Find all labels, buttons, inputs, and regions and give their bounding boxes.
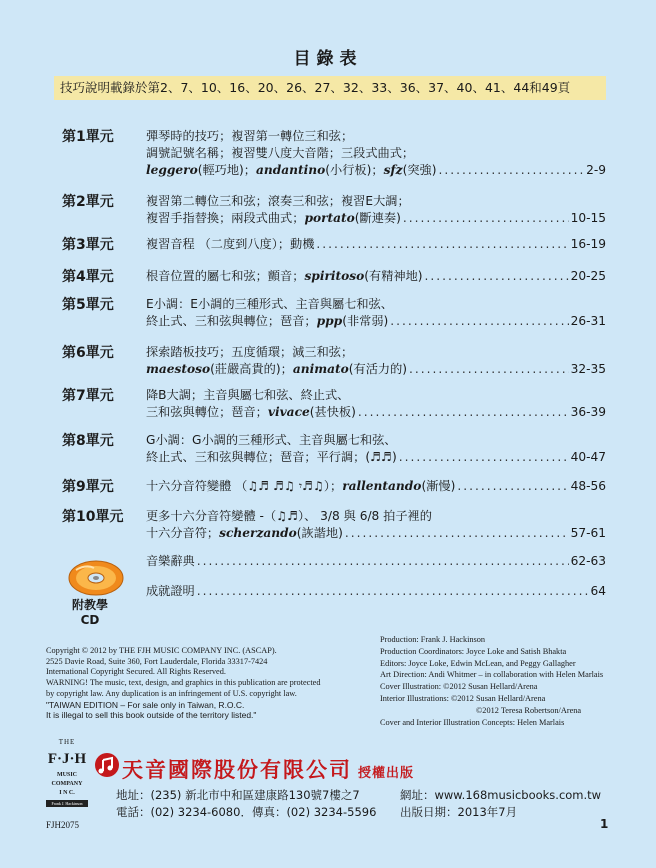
toc-text: 降B大調；主音與屬七和弦、終止式、 [146, 388, 350, 402]
toc-entry-line [146, 525, 606, 541]
publisher-authorized: 授權出版 [358, 766, 415, 781]
toc-entry-line [146, 193, 606, 209]
toc-entry-line [146, 432, 606, 448]
unit-label: 第9單元 [62, 479, 114, 495]
tempo-term: leggero [146, 163, 198, 177]
toc-page-range: 20-25 [570, 269, 606, 283]
toc-page-range: 2-9 [586, 163, 606, 177]
toc-entry-text [146, 313, 388, 329]
tempo-term-translation: (甚快板) [309, 405, 356, 419]
toc-page-range: 40-47 [570, 450, 606, 464]
dot-leader [399, 449, 569, 465]
dot-leader [345, 525, 569, 541]
tempo-term: rallentando [342, 479, 422, 493]
unit-label: 第2單元 [62, 194, 114, 210]
toc-text: 探索踏板技巧；五度循環；減三和弦； [146, 345, 354, 359]
copyright-line: by copyright law. Any duplication is an infringement of U.S. copyright law. [46, 688, 297, 698]
fjh-logo-sub: Frank J. Hackinson [46, 800, 88, 807]
toc-text: 成就證明 [146, 584, 195, 598]
tempo-term: sfz [383, 163, 403, 177]
toc-entry-text [146, 449, 397, 465]
toc-page-range: 10-15 [570, 211, 606, 225]
tempo-term-translation: (詼諧地) [296, 526, 343, 540]
technique-note-bar: 技巧說明載錄於第2、7、10、16、20、26、27、32、33、36、37、40、41、44和49頁 [54, 76, 606, 100]
toc-entry-text [146, 388, 349, 402]
tempo-term: vivace [267, 405, 310, 419]
tempo-term: andantino [256, 163, 326, 177]
copyright-line: WARNING! The music, text, design, and graphics in this publication are protected [46, 678, 321, 688]
toc-text: E小調：E小調的三種形式、主音與屬七和弦、 [146, 297, 393, 311]
toc-entry-line [146, 449, 606, 465]
toc-page-range: 48-56 [570, 479, 606, 493]
toc-entry-line [146, 404, 606, 420]
toc-text: 複習第二轉位三和弦；滾奏三和弦；複習E大調； [146, 194, 410, 208]
toc-entry-line [146, 478, 606, 494]
credit-line: Production: Frank J. Hackinson [380, 635, 486, 644]
fjh-code: FJH2075 [46, 820, 80, 830]
credit-line: Cover Illustration: ©2012 Susan Hellard/Arena [380, 682, 538, 692]
tempo-term-translation: (漸慢) [421, 479, 456, 493]
tempo-term: animato [292, 362, 349, 376]
toc-text: 十六分音符變體 （♫♬ ♬♫ 𝄾♬♫）； [146, 479, 343, 493]
toc-text: 彈琴時的技巧；複習第一轉位三和弦； [146, 129, 354, 143]
toc-entry-line [146, 361, 606, 377]
publish-date: 出版日期：2013年7月 [400, 805, 518, 819]
tempo-term-translation: (小行板)； [325, 163, 384, 177]
tempo-term-translation: (輕巧地)； [197, 163, 256, 177]
toc-entry-line [146, 236, 606, 252]
toc-entry-text [146, 509, 432, 523]
tempo-term-translation: (突強) [402, 163, 437, 177]
toc-page-range: 64 [590, 584, 606, 598]
toc-entry-line [146, 162, 606, 178]
toc-entry-text [146, 404, 356, 420]
dot-leader [197, 583, 589, 599]
toc-entry-text [146, 345, 353, 359]
dot-leader [316, 236, 568, 252]
credit-line: Editors: Joyce Loke, Edwin McLean, and Peggy Gallagher [380, 658, 576, 668]
unit-label: 第1單元 [62, 129, 114, 145]
toc-text: 音樂辭典 [146, 554, 195, 568]
copyright-line: Copyright © 2012 by THE FJH MUSIC COMPANY INC. (ASCAP). [46, 646, 277, 655]
toc-extra-entry [146, 583, 606, 599]
fjh-logo-letters: F·J·H [47, 751, 87, 767]
toc-page-range: 36-39 [570, 405, 606, 419]
toc-page-range: 16-19 [570, 237, 606, 251]
dot-leader [358, 404, 569, 420]
unit-label: 第4單元 [62, 269, 114, 285]
credit-line: Art Direction: Andi Whitmer – in collaboration with Helen Marlais [380, 670, 604, 680]
tempo-term: maestoso [146, 362, 211, 376]
tempo-term-translation: (有精神地) [364, 269, 423, 283]
dot-leader [438, 162, 584, 178]
tempo-term: ppp [316, 314, 343, 328]
toc-text: 終止式、三和弦與轉位；琶音； [146, 314, 317, 328]
copyright-line: International Copyright Secured. All Rights Reserved. [46, 667, 226, 677]
fjh-logo-top: THE [58, 738, 76, 746]
cd-icon [66, 554, 126, 602]
page-title: 目錄表 [293, 49, 363, 69]
toc-text: 終止式、三和弦與轉位；琶音；平行調；(♬♬) [146, 450, 397, 464]
toc-text: 三和弦與轉位；琶音； [146, 405, 268, 419]
toc-entry-line [146, 313, 606, 329]
toc-text: G小調：G小調的三種形式、主音與屬七和弦、 [146, 433, 397, 447]
page-number: 1 [600, 817, 609, 831]
toc-entry-line [146, 128, 606, 144]
unit-label: 第10單元 [62, 509, 124, 525]
toc-entry-text [146, 583, 195, 599]
tempo-term-translation: (莊嚴高貴的)； [210, 362, 293, 376]
publisher-phone: 電話：(02) 3234-6080．傳真：(02) 3234-5596 [116, 805, 377, 819]
toc-entry-text [146, 478, 455, 494]
publisher-website: 網址：www.168musicbooks.com.tw [400, 788, 602, 802]
toc-entry-text [146, 162, 436, 178]
unit-label: 第8單元 [62, 433, 114, 449]
publisher-name-text: 天音國際股份有限公司 [122, 758, 352, 782]
toc-entry-line [146, 387, 606, 403]
taiwan-notice-line: It is illegal to sell this book outside of the territory listed." [46, 710, 257, 721]
publisher-address: 地址：(235) 新北市中和區建康路130號7樓之7 [116, 788, 360, 802]
toc-extra-entry [146, 553, 606, 569]
cd-label [72, 598, 108, 628]
tempo-term: spiritoso [304, 269, 365, 283]
copyright-block [46, 646, 366, 721]
credit-line: Production Coordinators: Joyce Loke and Satish Bhakta [380, 646, 567, 656]
tempo-term: scherzando [219, 526, 297, 540]
unit-label: 第3單元 [62, 237, 114, 253]
fjh-logo-inc: I N C. [59, 790, 75, 796]
toc-entry-text [146, 525, 343, 541]
tempo-term-translation: (有活力的) [348, 362, 408, 376]
toc-entry-line [146, 296, 606, 312]
toc-text: 複習手指替換；兩段式曲式； [146, 211, 305, 225]
toc-entry-text [146, 210, 401, 226]
unit-label: 第5單元 [62, 297, 114, 313]
fjh-logo-music: MUSIC [56, 772, 77, 778]
publisher-contact [116, 787, 376, 821]
taiwan-notice-line: "TAIWAN EDITION – For sale only in Taiwan, R.O.C. [46, 699, 245, 710]
publisher-web-info [400, 787, 601, 821]
toc-text: 根音位置的屬七和弦；顫音； [146, 269, 305, 283]
toc-entry-text [146, 361, 407, 377]
fjh-logo-company: COMPANY [51, 781, 83, 787]
toc-entry-text [146, 297, 393, 311]
credit-line: Cover and Interior Illustration Concepts: Helen Marlais [380, 717, 565, 727]
toc-entry-line [146, 508, 606, 524]
tempo-term: portato [304, 211, 355, 225]
toc-page-range: 26-31 [570, 314, 606, 328]
toc-entry-text [146, 194, 410, 208]
tempo-term-translation: (斷連奏) [354, 211, 401, 225]
toc-entry-line [146, 145, 606, 161]
toc-entry-text [146, 433, 396, 447]
toc-entry-line [146, 268, 606, 284]
dot-leader [390, 313, 568, 329]
credits-block [380, 634, 650, 728]
toc-page-range: 62-63 [570, 554, 606, 568]
toc-entry-line [146, 344, 606, 360]
publisher-logo-icon [94, 752, 120, 782]
toc-page-range: 57-61 [570, 526, 606, 540]
publisher-name [122, 754, 414, 784]
cd-label-line2: CD [80, 613, 100, 627]
toc-text: 調號記號名稱；複習雙八度大音階；三段式曲式； [146, 146, 415, 160]
dot-leader [425, 268, 569, 284]
toc-page-range: 32-35 [570, 362, 606, 376]
dot-leader [457, 478, 568, 494]
toc-entry-text [146, 236, 314, 252]
credit-line: Interior Illustrations: ©2012 Susan Hellard/Arena [380, 693, 546, 703]
tempo-term-translation: (非常弱) [342, 314, 389, 328]
dot-leader [197, 553, 569, 569]
dot-leader [409, 361, 569, 377]
toc-text: 更多十六分音符變體 -（♫♬）、 3/8 與 6/8 拍子裡的 [146, 509, 432, 523]
dot-leader [403, 210, 569, 226]
toc-entry-line [146, 210, 606, 226]
toc-entry-text [146, 553, 195, 569]
cd-label-line1: 附教學 [72, 598, 109, 612]
fjh-logo [46, 738, 88, 807]
toc-entry-text [146, 146, 414, 160]
toc-text: 十六分音符； [146, 526, 220, 540]
toc-entry-text [146, 268, 423, 284]
copyright-line: 2525 Davie Road, Suite 360, Fort Lauderdale, Florida 33317-7424 [46, 656, 268, 666]
toc-entry-text [146, 129, 353, 143]
unit-label: 第7單元 [62, 388, 114, 404]
toc-text: 複習音程 （二度到八度）；動機 [146, 237, 315, 251]
unit-label: 第6單元 [62, 345, 114, 361]
credit-line: ©2012 Teresa Robertson/Arena [476, 705, 582, 715]
